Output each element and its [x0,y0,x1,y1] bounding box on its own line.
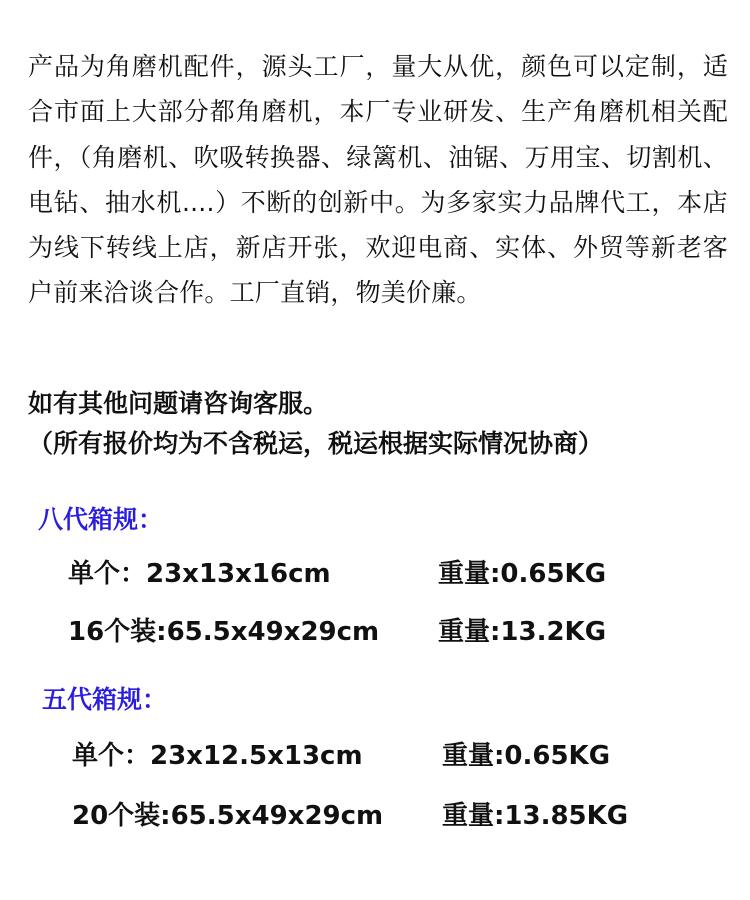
spec-size-single-gen5: 单个：23x12.5x13cm [72,741,363,771]
spec-heading-gen5: 五代箱规： [42,685,168,714]
spec-size-carton-gen8: 16个装:65.5x49x29cm [68,617,380,647]
product-intro-paragraph: 产品为角磨机配件，源头工厂，量大从优，颜色可以定制，适合市面上大部分都角磨机，本厂专业研发、生产角磨机相关配件，（角磨机、吹吸转换器、绿篱机、油锯、万用宝、切割机、电钻、抽水机....）不断的创新中。为多家实力品牌代工，本店为线下转线上店，新店开张，欢迎电商、实体、外贸等新老客户前来洽谈合作。工厂直销，物美价廉。 [28,52,728,308]
contact-service-note: 如有其他问题请咨询客服。 [28,389,329,418]
spec-heading-gen8: 八代箱规： [38,505,164,534]
tax-shipping-note: （所有报价均为不含税运，税运根据实际情况协商） [28,429,604,458]
spec-weight-single-gen8: 重量:0.65KG [438,559,607,589]
spec-weight-carton-gen8: 重量:13.2KG [438,617,607,647]
spec-weight-carton-gen5: 重量:13.85KG [442,801,629,831]
spec-weight-single-gen5: 重量:0.65KG [442,741,611,771]
spec-size-carton-gen5: 20个装:65.5x49x29cm [72,801,384,831]
spec-size-single-gen8: 单个：23x13x16cm [68,559,331,589]
